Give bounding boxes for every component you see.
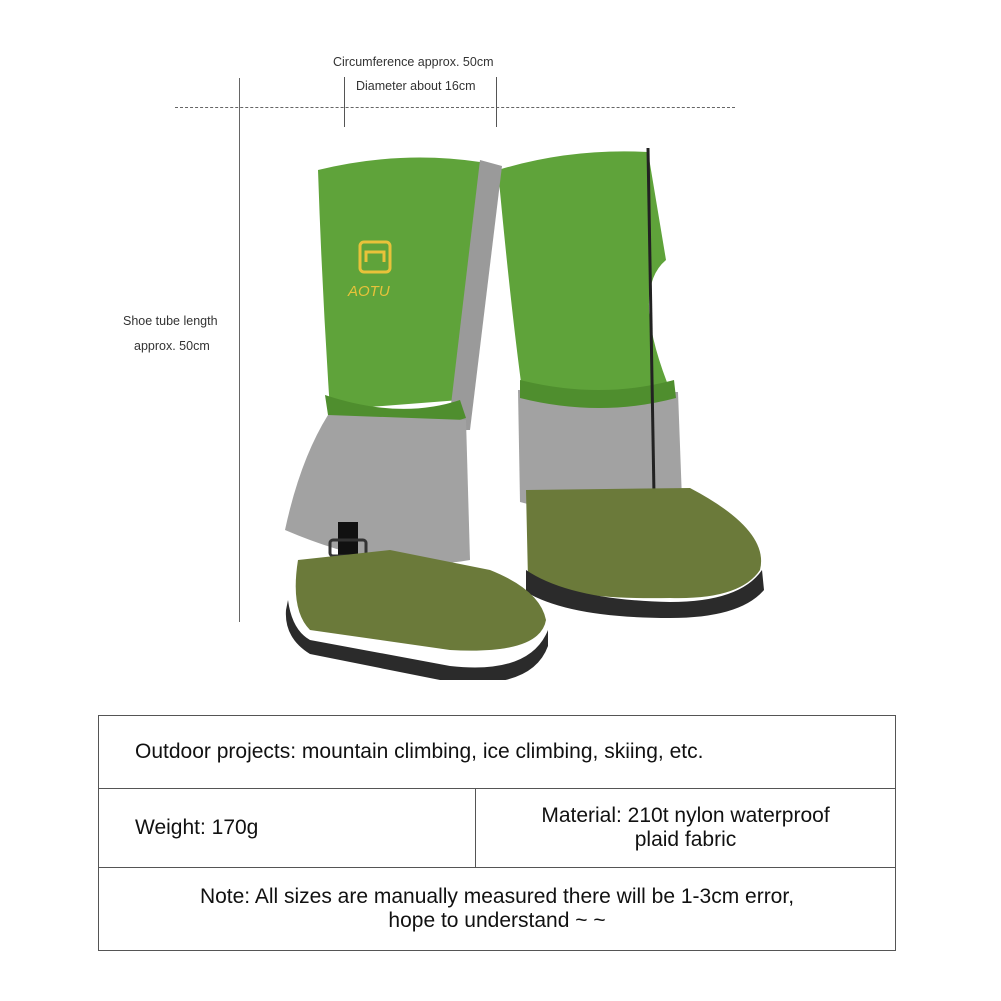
- note-line-1: Note: All sizes are manually measured there will be 1-3cm error,: [199, 885, 795, 908]
- right-gaiter: [498, 148, 764, 618]
- tube-length-line: [239, 78, 240, 622]
- weight-cell: Weight: 170g: [99, 789, 476, 868]
- material-line-2: plaid fabric: [634, 828, 737, 851]
- diameter-right-line: [496, 77, 497, 127]
- diameter-left-line: [344, 77, 345, 127]
- specs-table: [98, 715, 896, 951]
- gaiter-product-image: [270, 130, 790, 680]
- material-cell: [476, 789, 896, 868]
- material-line-1: Material: 210t nylon waterproof: [541, 804, 830, 827]
- note-line-2: hope to understand ~ ~: [388, 909, 606, 932]
- outdoor-projects-cell: Outdoor projects: mountain climbing, ice climbing, skiing, etc.: [99, 716, 896, 789]
- tube-length-value: approx. 50cm: [134, 339, 210, 353]
- circumference-label: Circumference approx. 50cm: [333, 55, 494, 69]
- tube-length-label: Shoe tube length: [123, 314, 218, 328]
- brand-logo-text: AOTU: [348, 283, 390, 300]
- top-dashed-line: [175, 107, 735, 108]
- diameter-label: Diameter about 16cm: [356, 79, 476, 93]
- note-cell: [99, 868, 896, 951]
